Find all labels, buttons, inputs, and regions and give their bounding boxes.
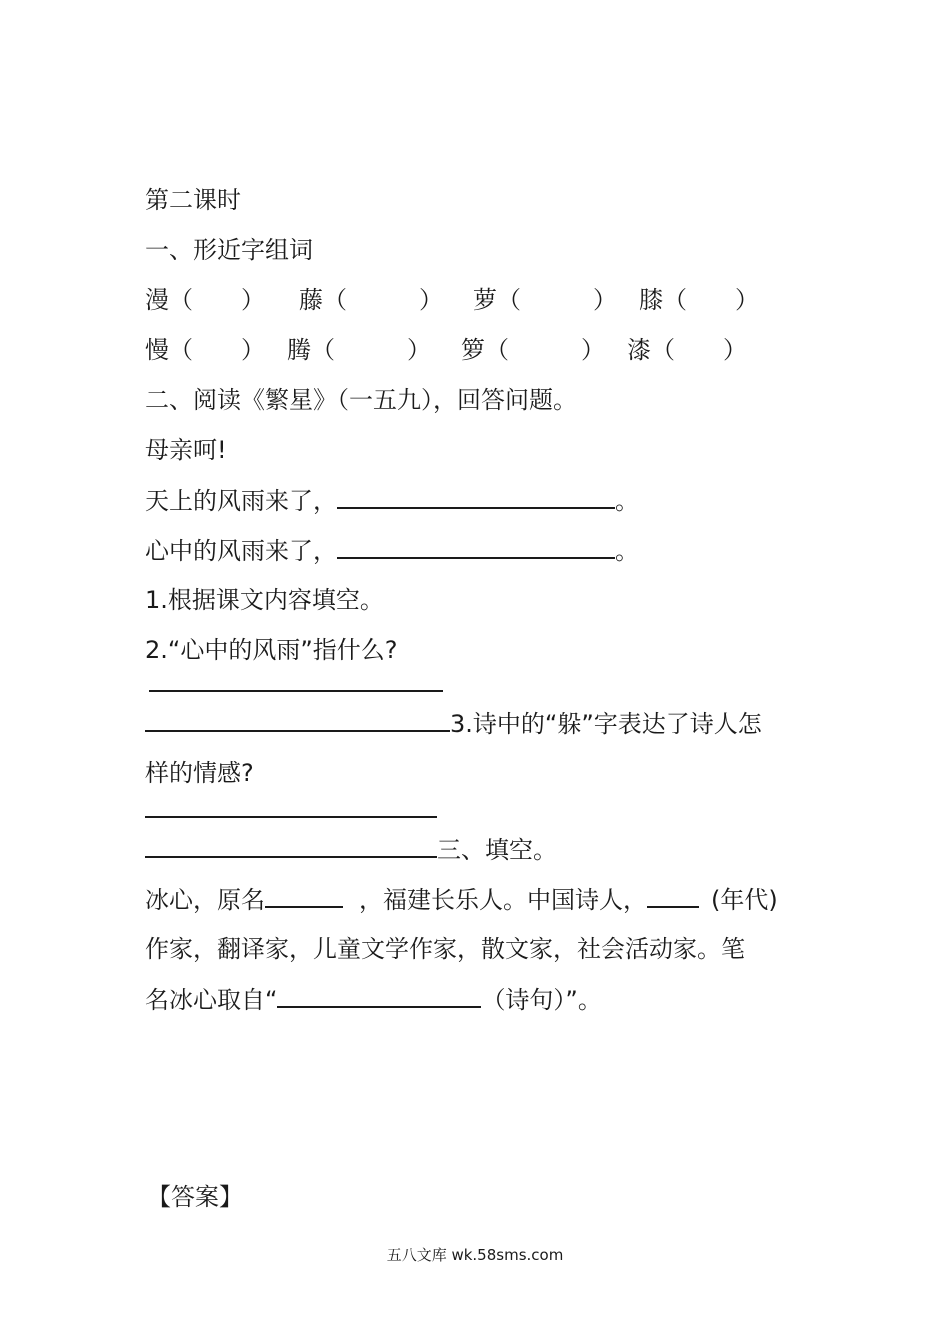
- question-3-line-1: [145, 706, 762, 741]
- question-3-text: 3.诗中的“躲”字表达了诗人怎: [450, 710, 762, 738]
- section-2-heading: 二、阅读《繁星》（一五九），回答问题。: [145, 386, 577, 414]
- section-3-heading: 三、填空。: [437, 836, 557, 864]
- paragraph-text: 名冰心取自“: [145, 986, 278, 1014]
- fill-blank[interactable]: [337, 483, 615, 509]
- word-item: 膝（ ）: [639, 286, 759, 314]
- word-row-1: [145, 283, 759, 317]
- era-blank[interactable]: [647, 882, 699, 908]
- footer-watermark: 五八文库 wk.58sms.com: [386, 1246, 564, 1264]
- question-2: 2.“心中的风雨”指什么?: [145, 636, 398, 664]
- question-3-line-2: 样的情感?: [145, 759, 254, 787]
- answer-line[interactable]: [145, 816, 437, 818]
- poem-text: 。: [615, 537, 639, 565]
- poem-source-blank[interactable]: [277, 982, 481, 1008]
- section-3-heading-line: [145, 832, 557, 867]
- word-item: 萝（ ）: [473, 286, 617, 314]
- paragraph-line-3: [145, 982, 602, 1017]
- paragraph-text: 冰心，原名: [145, 886, 265, 914]
- paragraph-line-1: [145, 882, 778, 917]
- answer-line[interactable]: [149, 690, 443, 692]
- poem-line-3: [145, 533, 639, 568]
- poem-text: 心中的风雨来了，: [145, 537, 337, 565]
- answer-heading: 【答案】: [147, 1183, 243, 1211]
- answer-blank[interactable]: [145, 706, 450, 732]
- section-1-heading: 一、形近字组词: [145, 236, 313, 264]
- word-item: 漆（ ）: [627, 336, 747, 364]
- fill-blank[interactable]: [337, 533, 615, 559]
- word-item: 腾（ ）: [287, 336, 431, 364]
- poem-text: 。: [615, 487, 639, 515]
- paragraph-line-2: 作家，翻译家，儿童文学作家，散文家，社会活动家。笔: [145, 935, 745, 963]
- answer-blank[interactable]: [145, 832, 437, 858]
- word-item: 漫（ ）: [145, 286, 265, 314]
- lesson-title: 第二课时: [145, 186, 241, 214]
- paragraph-text: (年代): [711, 886, 778, 914]
- question-1: 1.根据课文内容填空。: [145, 586, 384, 614]
- word-row-2: [145, 333, 747, 367]
- word-item: 慢（ ）: [145, 336, 265, 364]
- word-item: 箩（ ）: [461, 336, 605, 364]
- poem-line-2: [145, 483, 639, 518]
- paragraph-text: （诗句）”。: [481, 986, 602, 1014]
- poem-text: 天上的风雨来了，: [145, 487, 337, 515]
- word-item: 藤（ ）: [299, 286, 443, 314]
- original-name-blank[interactable]: [265, 882, 343, 908]
- paragraph-text: ，福建长乐人。中国诗人，: [359, 886, 647, 914]
- poem-line-1: 母亲呵!: [145, 436, 227, 464]
